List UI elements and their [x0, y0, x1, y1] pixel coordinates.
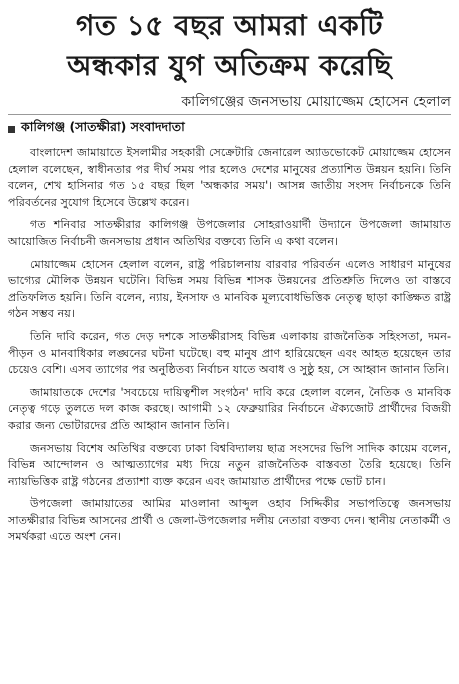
paragraph: উপজেলা জামায়াতের আমির মাওলানা আব্দুল ওহাব সিদ্দিকীর সভাপতিত্বে জনসভায় সাতক্ষীরার বিভিন্ন আসনের প্রার্থী ও জেলা-উপজেলার দলীয় নেতারা বক্তব্য দেন। স্থানীয় নেতাকর্মী ও সমর্থকরা এতে অংশ নেন।	[8, 497, 451, 544]
headline	[8, 6, 451, 86]
headline-line-1: গত ১৫ বছর আমরা একটি	[75, 9, 384, 42]
byline-text: কালিগঞ্জ (সাতক্ষীরা) সংবাদদাতা	[21, 119, 185, 134]
article-body	[8, 145, 451, 546]
paragraph: মোয়াজ্জেম হোসেন হেলাল বলেন, রাষ্ট্র পরিচালনায় বারবার পরিবর্তন এলেও সাধারণ মানুষের ভাগ্যের মৌলিক উন্নয়ন ঘটেনি। বিভিন্ন সময় বিভিন্ন শাসক উন্নয়নের প্রতিশ্রুতি দিলেও তা বাস্তবে প্রতিফলিত হয়নি। তিনি বলেন, ন্যায়, ইনসাফ ও মানবিক মূল্যবোধভিত্তিক নেতৃত্ব ছাড়া কাঙ্ক্ষিত রাষ্ট্র গঠন সম্ভব নয়।	[8, 257, 451, 321]
square-bullet-icon	[8, 126, 15, 133]
paragraph: গত শনিবার সাতক্ষীরার কালিগঞ্জ উপজেলার সোহরাওয়ার্দী উদ্যানে উপজেলা জামায়াত আয়োজিত নির্বাচনী জনসভায় প্রধান অতিথির বক্তব্যে তিনি এ কথা বলেন।	[8, 218, 451, 248]
paragraph: তিনি দাবি করেন, গত দেড় দশকে সাতক্ষীরাসহ বিভিন্ন এলাকায় রাজনৈতিক সহিংসতা, দমন-পীড়ন ও মানবাধিকার লঙ্ঘনের ঘটনা ঘটেছে। বহু মানুষ প্রাণ হারিয়েছেন এবং আহত হয়েছেন তার চেয়েও বেশি। এসব ত্যাগের পর অনুষ্ঠিতব্য নির্বাচন যাতে অবাধ ও সুষ্ঠু হয়, সে আহ্বান জানান তিনি।	[8, 329, 451, 377]
divider	[8, 114, 451, 115]
paragraph: জামায়াতকে দেশের 'সবচেয়ে দায়িত্বশীল সংগঠন' দাবি করে হেলাল বলেন, নৈতিক ও মানবিক নেতৃত্ব গড়ে তুলতে দল কাজ করছে। আগামী ১২ ফেব্রুয়ারির নির্বাচনে ঐক্যজোট প্রার্থীদের বিজয়ী করার জন্য ভোটারদের প্রতি আহ্বান জানান তিনি।	[8, 385, 451, 432]
subheadline: কালিগঞ্জের জনসভায় মোয়াজ্জেম হোসেন হেলাল	[181, 94, 451, 110]
paragraph: বাংলাদেশ জামায়াতে ইসলামীর সহকারী সেক্রেটারি জেনারেল অ্যাডভোকেট মোয়াজ্জেম হোসেন হেলাল বলেছেন, স্বাধীনতার পর দীর্ঘ সময় পার হলেও দেশের মানুষের প্রত্যাশিত উন্নয়ন হয়নি। তিনি বলেন, শেখ হাসিনার গত ১৫ বছর ছিল 'অন্ধকার সময়'। আসন্ন জাতীয় সংসদ নির্বাচনকে তিনি পরিবর্তনের সুযোগ হিসেবে উল্লেখ করেন।	[8, 146, 451, 209]
byline	[8, 119, 451, 139]
paragraph: জনসভায় বিশেষ অতিথির বক্তব্যে ঢাকা বিশ্ববিদ্যালয় ছাত্র সংসদের ভিপি সাদিক কায়েম বলেন, বিভিন্ন আন্দোলন ও আত্মত্যাগের মধ্য দিয়ে নতুন রাজনৈতিক বাস্তবতা তৈরি হয়েছে। তিনি ন্যায়ভিত্তিক রাষ্ট্র গঠনের প্রত্যাশা ব্যক্ত করেন এবং জামায়াত প্রার্থীদের পক্ষে ভোট চান।	[8, 441, 451, 488]
headline-line-2: অন্ধকার যুগ অতিক্রম করেছি	[67, 49, 392, 82]
